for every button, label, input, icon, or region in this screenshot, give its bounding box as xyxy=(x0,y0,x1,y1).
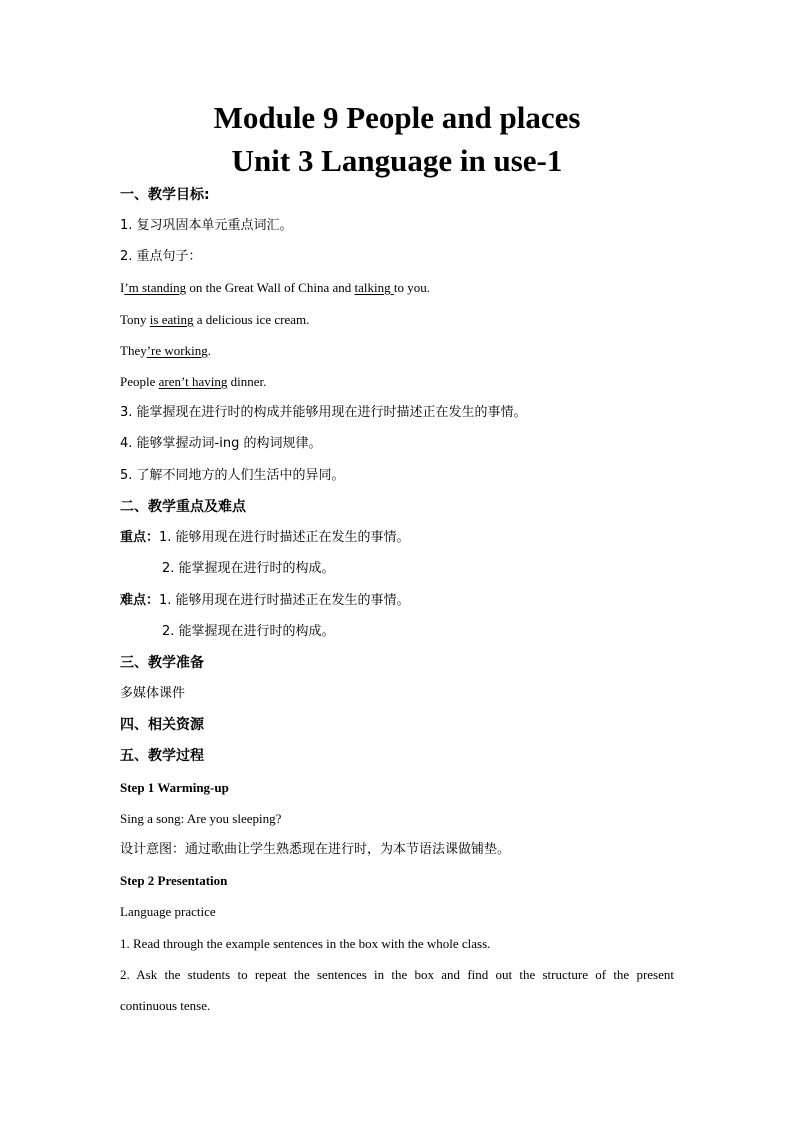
sentence-3-part-a: They xyxy=(120,343,147,358)
sentence-1 xyxy=(120,279,430,297)
difficulty-1 xyxy=(120,592,410,610)
sentence-1-part-a: I xyxy=(120,280,125,295)
step1-song: Sing a song: Are you sleeping? xyxy=(120,811,282,826)
sentence-2-part-a: Tony xyxy=(120,312,150,327)
step2-instruction-1: 1. Read through the example sentences in the box with the whole class. xyxy=(120,936,491,951)
objective-5: 5. 了解不同地方的人们生活中的异同。 xyxy=(120,468,345,483)
sentence-1-verb-2: talking xyxy=(354,280,394,295)
objective-3: 3. 能掌握现在进行时的构成并能够用现在进行时描述正在发生的事情。 xyxy=(120,405,527,420)
sentence-1-part-c: on the Great Wall of China and xyxy=(186,280,355,295)
objective-1: 1. 复习巩固本单元重点词汇。 xyxy=(120,218,293,233)
sentence-1-part-e: to you. xyxy=(393,280,430,295)
difficulty-label: 难点： xyxy=(120,593,160,608)
preparation-text: 多媒体课件 xyxy=(120,686,186,701)
sentence-4-part-c: dinner. xyxy=(227,374,267,389)
section2-heading: 二、教学重点及难点 xyxy=(120,499,246,515)
sentence-4-part-a: People xyxy=(120,374,159,389)
section4-heading: 四、相关资源 xyxy=(120,717,204,733)
section1-heading: 一、教学目标: xyxy=(120,187,210,203)
sentence-1-verb-1: ’m standing xyxy=(124,280,187,295)
step2-instruction-2-cont: continuous tense. xyxy=(120,998,211,1013)
key-point-2: 2. 能掌握现在进行时的构成。 xyxy=(162,561,335,576)
step1-design-intent: 设计意图：通过歌曲让学生熟悉现在进行时，为本节语法课做铺垫。 xyxy=(120,842,511,857)
key-point-1 xyxy=(120,529,410,547)
sentence-3-verb: ’re working xyxy=(146,343,208,358)
difficulty-2: 2. 能掌握现在进行时的构成。 xyxy=(162,624,335,639)
objective-4: 4. 能够掌握动词-ing 的构词规律。 xyxy=(120,436,322,451)
section3-heading: 三、教学准备 xyxy=(120,655,204,671)
key-point-1-text: 1. 能够用现在进行时描述正在发生的事情。 xyxy=(159,530,410,545)
key-point-label: 重点： xyxy=(120,530,160,545)
step2-language-practice: Language practice xyxy=(120,904,216,919)
sentence-4-verb: aren’t having xyxy=(158,374,228,389)
sentence-4 xyxy=(120,373,266,391)
sentence-2 xyxy=(120,311,309,329)
section5-heading: 五、教学过程 xyxy=(120,748,204,764)
sentence-2-verb: is eating xyxy=(149,312,194,327)
difficulty-1-text: 1. 能够用现在进行时描述正在发生的事情。 xyxy=(159,593,410,608)
sentence-2-part-c: a delicious ice cream. xyxy=(193,312,310,327)
sentence-3 xyxy=(120,342,211,360)
step2-instruction-2: 2. Ask the students to repeat the sentences in the box and find out the structure of the present xyxy=(120,967,674,982)
title-module: Module 9 People and places xyxy=(213,100,581,135)
step2-title: Step 2 Presentation xyxy=(120,873,228,888)
title-unit: Unit 3 Language in use-1 xyxy=(231,143,563,178)
sentence-3-part-c: . xyxy=(207,343,211,358)
objective-2: 2. 重点句子： xyxy=(120,249,202,264)
step1-title: Step 1 Warming-up xyxy=(120,780,229,795)
